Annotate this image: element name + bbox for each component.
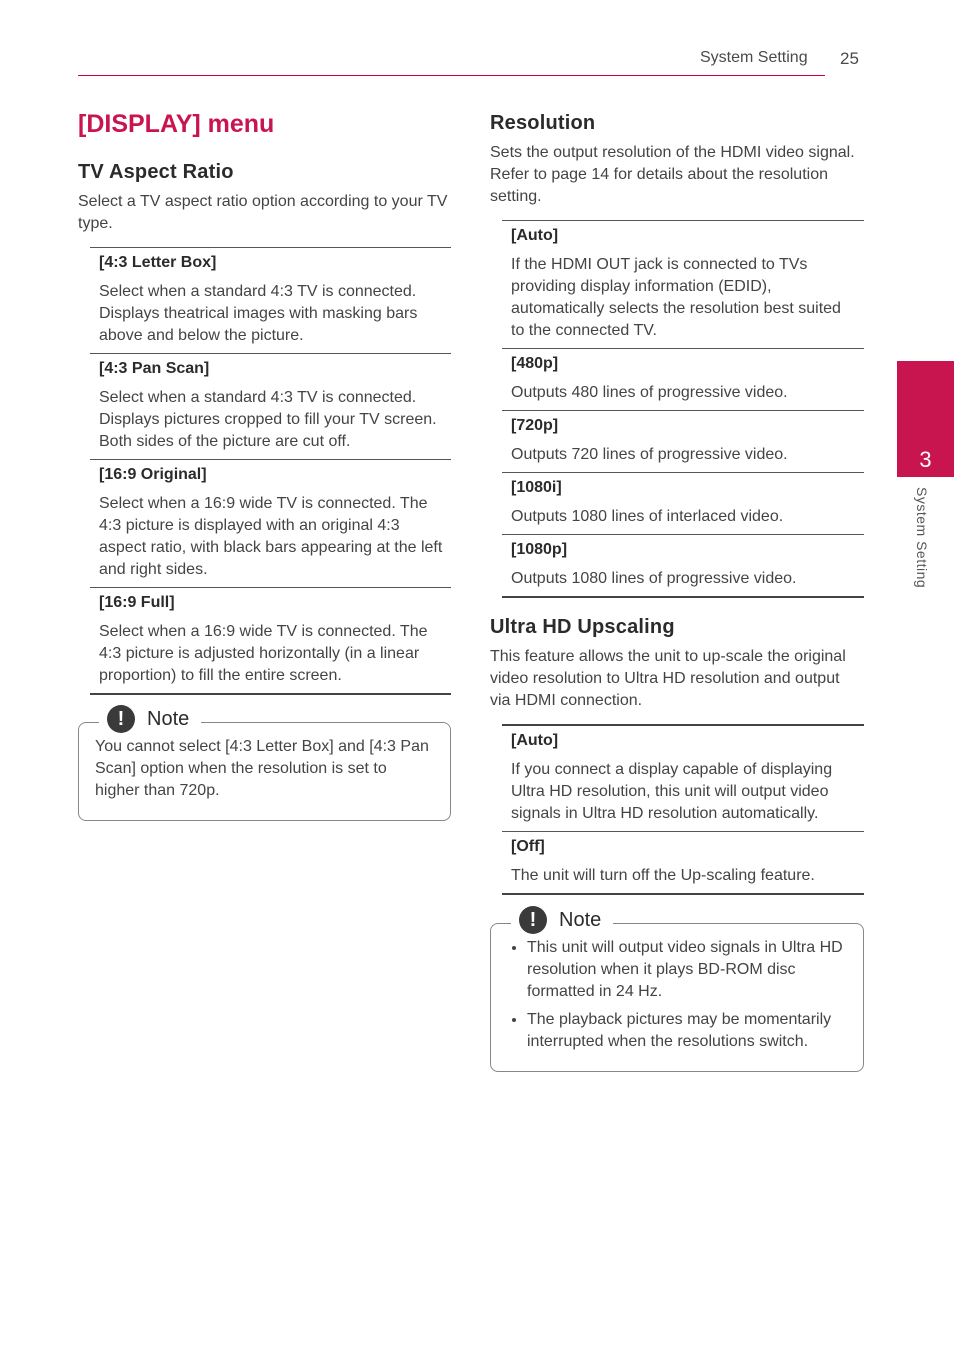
resolution-intro: Sets the output resolution of the HDMI video signal. Refer to page 14 for details about the resolution setting.: [490, 144, 855, 205]
option-row: [90, 460, 451, 588]
ultra-hd-upscaling-intro: This feature allows the unit to up-scale the original video resolution to Ultra HD resolution and output via HDMI connection.: [490, 648, 846, 709]
tv-aspect-options: [90, 247, 451, 695]
option-row: [502, 832, 864, 895]
running-header-section: System Setting: [700, 49, 808, 66]
option-name: [4:3 Letter Box]: [99, 254, 217, 271]
option-name: [4:3 Pan Scan]: [99, 360, 210, 377]
option-row: [502, 726, 864, 832]
exclamation-icon: !: [107, 705, 135, 733]
option-description: Select when a standard 4:3 TV is connected. Displays theatrical images with masking bars above and below the picture.: [99, 283, 418, 344]
option-description: Select when a standard 4:3 TV is connected. Displays pictures cropped to fill your TV screen. Both sides of the picture are cut off.: [99, 389, 437, 450]
chapter-number: 3: [919, 447, 932, 472]
note-bullet-list: [507, 937, 847, 1053]
chapter-label: System Setting: [914, 487, 930, 589]
page-number: 25: [840, 49, 859, 68]
option-row: [502, 349, 864, 411]
resolution-title: Resolution: [490, 112, 596, 134]
option-description: If the HDMI OUT jack is connected to TVs providing display information (EDID), automatically selects the resolution best suited to the connected TV.: [511, 256, 841, 339]
upscaling-options: [502, 724, 864, 895]
option-name: [16:9 Original]: [99, 466, 207, 483]
option-description: Outputs 720 lines of progressive video.: [511, 446, 788, 463]
option-name: [Auto]: [511, 227, 559, 244]
left-column: [78, 110, 451, 821]
note-bullet: • The playback pictures may be momentarily interrupted when the resolutions switch.: [527, 1009, 847, 1053]
option-description: Outputs 1080 lines of progressive video.: [511, 570, 797, 587]
option-row: [502, 473, 864, 535]
note-box: [78, 707, 451, 821]
note-label: Note: [559, 908, 602, 931]
option-row: [90, 248, 451, 354]
option-name: [1080p]: [511, 541, 568, 558]
ultra-hd-upscaling-title: Ultra HD Upscaling: [490, 616, 675, 638]
header-divider: [78, 75, 825, 76]
chapter-tab: [897, 361, 954, 477]
option-row: [502, 411, 864, 473]
option-row: [502, 221, 864, 349]
note-box: [490, 908, 864, 1072]
note-bullet: • This unit will output video signals in Ultra HD resolution when it plays BD-ROM disc formatted in 24 Hz.: [527, 937, 847, 1003]
option-description: Outputs 480 lines of progressive video.: [511, 384, 788, 401]
right-column: [490, 112, 864, 1072]
exclamation-icon: !: [519, 906, 547, 934]
option-name: [1080i]: [511, 479, 562, 496]
note-header: [99, 703, 201, 735]
option-row: [502, 535, 864, 598]
tv-aspect-ratio-title: TV Aspect Ratio: [78, 161, 234, 183]
option-row: [90, 588, 451, 695]
option-description: Select when a 16:9 wide TV is connected. The 4:3 picture is adjusted horizontally (in a linear proportion) to fill the entire screen.: [99, 623, 428, 684]
note-label: Note: [147, 707, 190, 730]
option-description: Outputs 1080 lines of interlaced video.: [511, 508, 784, 525]
option-description: The unit will turn off the Up-scaling feature.: [511, 867, 815, 884]
note-text: You cannot select [4:3 Letter Box] and [4:3 Pan Scan] option when the resolution is set to higher than 720p.: [95, 738, 429, 799]
page-title: [DISPLAY] menu: [78, 110, 275, 138]
resolution-options: [502, 220, 864, 598]
option-description: Select when a 16:9 wide TV is connected. The 4:3 picture is displayed with an original 4:3 aspect ratio, with black bars appearing at the left and right sides.: [99, 495, 443, 578]
option-description: If you connect a display capable of displaying Ultra HD resolution, this unit will output video signals in Ultra HD resolution automatically.: [511, 761, 833, 822]
option-name: [16:9 Full]: [99, 594, 175, 611]
tv-aspect-ratio-intro: Select a TV aspect ratio option according to your TV type.: [78, 193, 448, 232]
note-header: [511, 904, 613, 936]
option-name: [Auto]: [511, 732, 559, 749]
option-name: [Off]: [511, 838, 545, 855]
option-row: [90, 354, 451, 460]
option-name: [480p]: [511, 355, 559, 372]
option-name: [720p]: [511, 417, 559, 434]
